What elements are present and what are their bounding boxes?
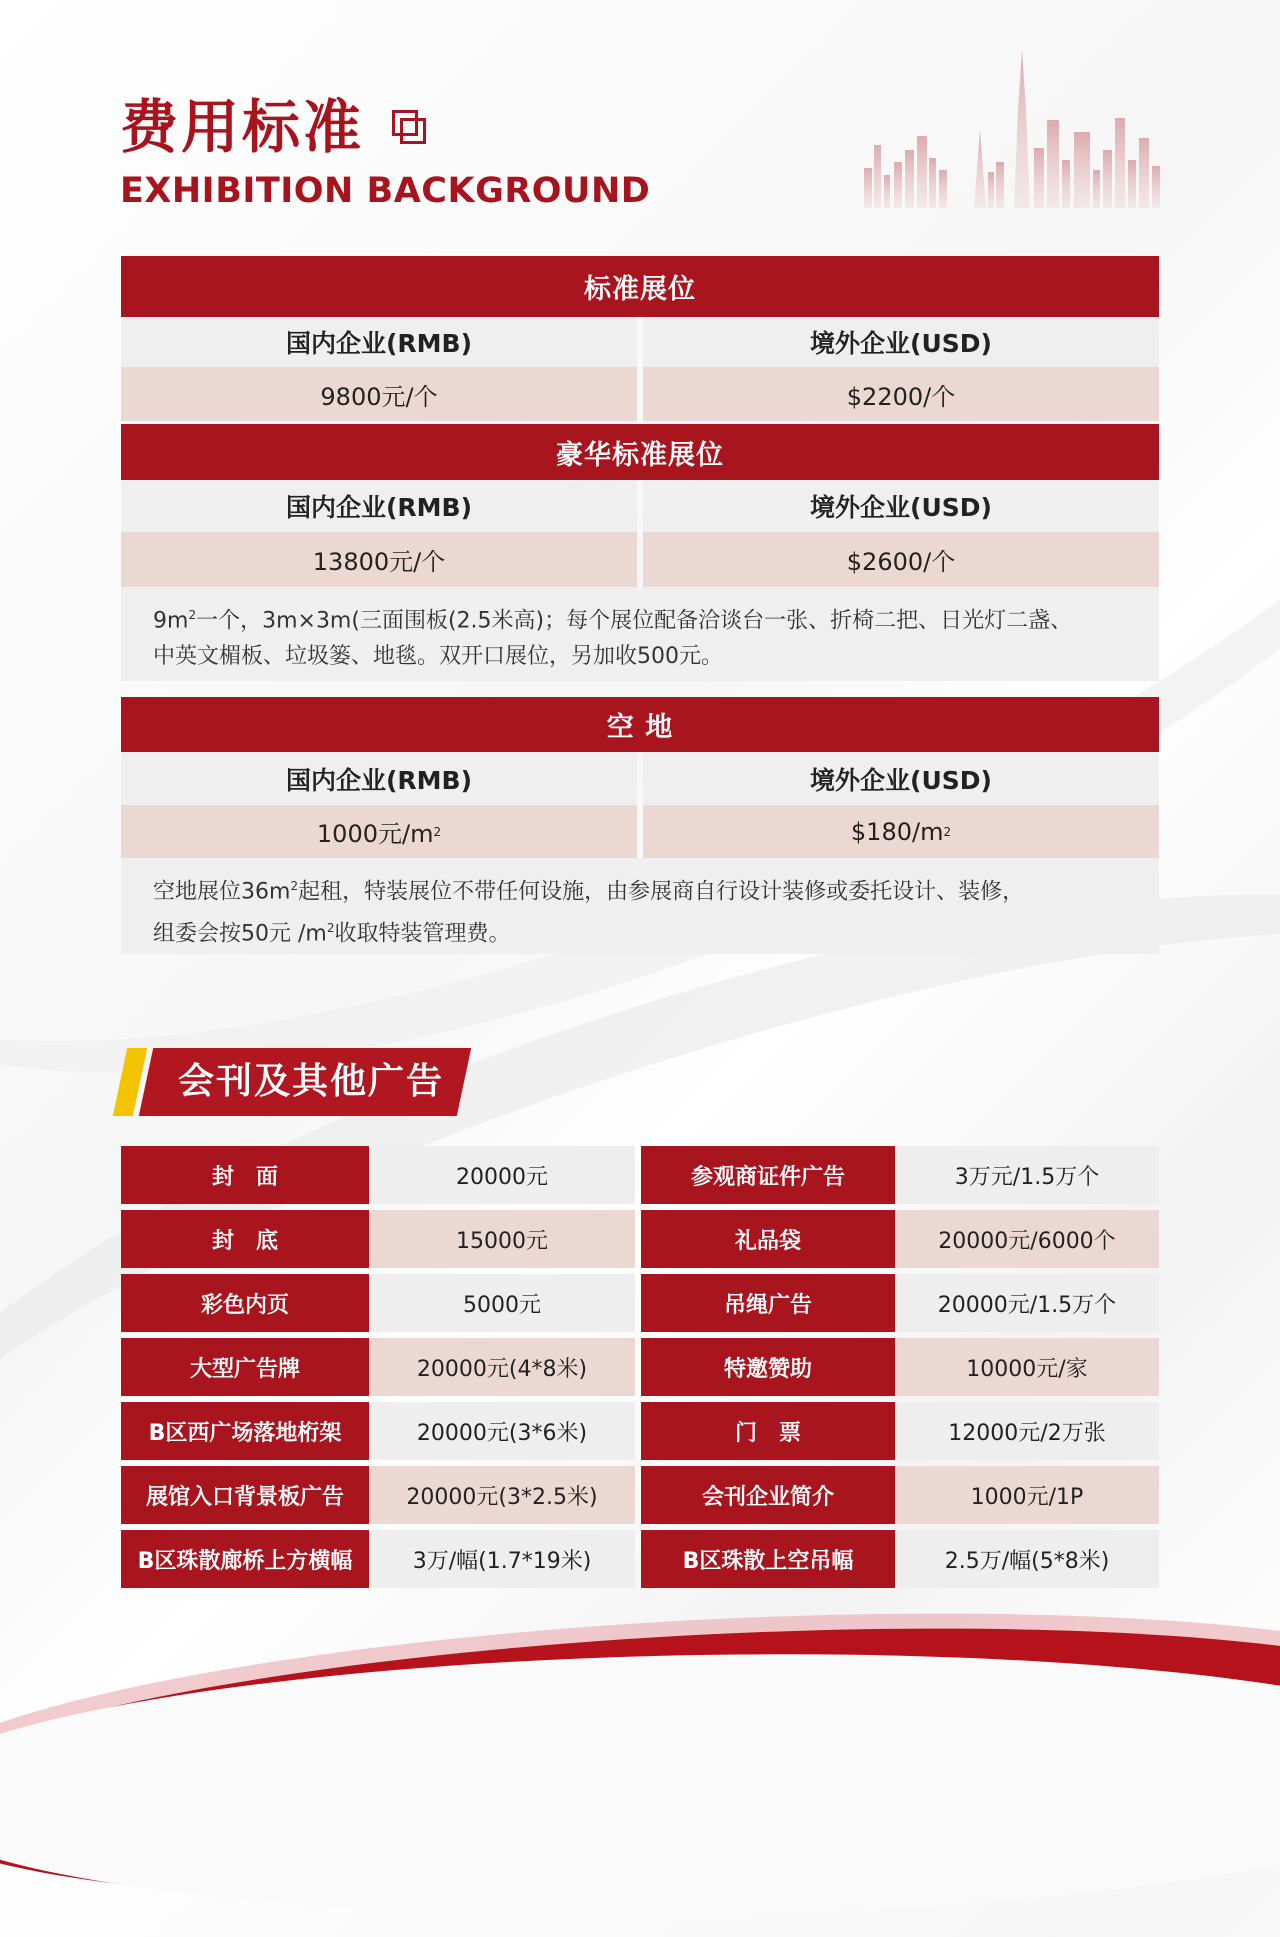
- ad-item-price: 3万/幅(1.7*19米): [369, 1530, 635, 1588]
- table-row: [121, 1530, 1159, 1588]
- domestic-label: 国内企业(RMB): [121, 317, 637, 367]
- ad-item-label: 吊绳广告: [641, 1274, 895, 1332]
- overseas-label: 境外企业(USD): [643, 480, 1159, 532]
- domestic-price: 13800元/个: [121, 532, 637, 587]
- ad-item-price: 12000元/2万张: [895, 1402, 1159, 1460]
- ad-item-label: 封 底: [121, 1210, 369, 1268]
- ad-item-label: B区珠散上空吊幅: [641, 1530, 895, 1588]
- raw-space-header-row: [121, 752, 1159, 805]
- ad-item-label: B区西广场落地桁架: [121, 1402, 369, 1460]
- ad-item-label: 参观商证件广告: [641, 1146, 895, 1204]
- ad-item-price: 20000元/6000个: [895, 1210, 1159, 1268]
- note-line: $9m^2$一个，3m×3m(三面围板(2.5米高)；每个展位配备洽谈台一张、折椅二把、日光灯二盏、: [153, 608, 1073, 634]
- deluxe-booth-price-row: [121, 532, 1159, 587]
- squares-icon: [392, 110, 426, 144]
- ad-item-price: 10000元/家: [895, 1338, 1159, 1396]
- ad-item-price: 15000元: [369, 1210, 635, 1268]
- ad-item-price: 2.5万/幅(5*8米): [895, 1530, 1159, 1588]
- ads-section-banner: [120, 1048, 480, 1116]
- standard-booth-header-row: [121, 317, 1159, 367]
- ad-item-label: 礼品袋: [641, 1210, 895, 1268]
- table-row: [121, 1146, 1159, 1204]
- note-line: 中英文楣板、垃圾篓、地毯。双开口展位，另加收500元。: [153, 644, 723, 670]
- domestic-price: 9800元/个: [121, 367, 637, 421]
- ads-section-title: 会刊及其他广告: [178, 1061, 445, 1102]
- raw-space-note: [121, 858, 1159, 954]
- raw-space-title: 空 地: [121, 697, 1159, 752]
- ad-item-label: 展馆入口背景板广告: [121, 1466, 369, 1524]
- domestic-label: 国内企业(RMB): [121, 480, 637, 532]
- ad-item-label: 特邀赞助: [641, 1338, 895, 1396]
- domestic-label: 国内企业(RMB): [121, 752, 637, 805]
- raw-space-price-row: [121, 805, 1159, 858]
- note-line: 空地展位$36m^2$起租，特装展位不带任何设施，由参展商自行设计装修或委托设计、装修，: [153, 879, 1025, 905]
- ad-item-price: 1000元/1P: [895, 1466, 1159, 1524]
- deluxe-booth-header-row: [121, 480, 1159, 532]
- ad-item-label: 彩色内页: [121, 1274, 369, 1332]
- deluxe-booth-note: [121, 587, 1159, 681]
- ads-table: [121, 1146, 1159, 1594]
- ad-item-price: 20000元/1.5万个: [895, 1274, 1159, 1332]
- ad-item-label: 大型广告牌: [121, 1338, 369, 1396]
- standard-booth-price-row: [121, 367, 1159, 421]
- page-title: 费用标准: [120, 93, 365, 161]
- ad-item-price: 5000元: [369, 1274, 635, 1332]
- overseas-price: $2600/个: [643, 532, 1159, 587]
- table-row: [121, 1402, 1159, 1460]
- overseas-label: 境外企业(USD): [643, 752, 1159, 805]
- table-row: [121, 1210, 1159, 1268]
- overseas-price: $2200/个: [643, 367, 1159, 421]
- ad-item-price: 20000元: [369, 1146, 635, 1204]
- ad-item-label: 门 票: [641, 1402, 895, 1460]
- ad-item-price: 20000元(4*8米): [369, 1338, 635, 1396]
- ad-item-price: 20000元(3*6米): [369, 1402, 635, 1460]
- raw-space-section: [121, 697, 1159, 954]
- overseas-label: 境外企业(USD): [643, 317, 1159, 367]
- ad-item-price: 3万元/1.5万个: [895, 1146, 1159, 1204]
- domestic-price: 1000元/m 2: [121, 805, 637, 858]
- table-row: [121, 1466, 1159, 1524]
- page-subtitle: EXHIBITION BACKGROUND: [120, 171, 651, 211]
- ad-item-label: 会刊企业简介: [641, 1466, 895, 1524]
- table-row: [121, 1338, 1159, 1396]
- table-row: [121, 1274, 1159, 1332]
- city-skyline-icon: [862, 50, 1162, 208]
- deluxe-booth-section: [121, 424, 1159, 681]
- deluxe-booth-title: 豪华标准展位: [121, 424, 1159, 480]
- note-line: 组委会按50元 $/m^2$收取特装管理费。: [153, 921, 511, 947]
- standard-booth-title: 标准展位: [121, 256, 1159, 317]
- standard-booth-section: [121, 256, 1159, 421]
- ad-item-label: 封 面: [121, 1146, 369, 1204]
- ad-item-price: 20000元(3*2.5米): [369, 1466, 635, 1524]
- overseas-price: $180/m 2: [643, 805, 1159, 858]
- ad-item-label: B区珠散廊桥上方横幅: [121, 1530, 369, 1588]
